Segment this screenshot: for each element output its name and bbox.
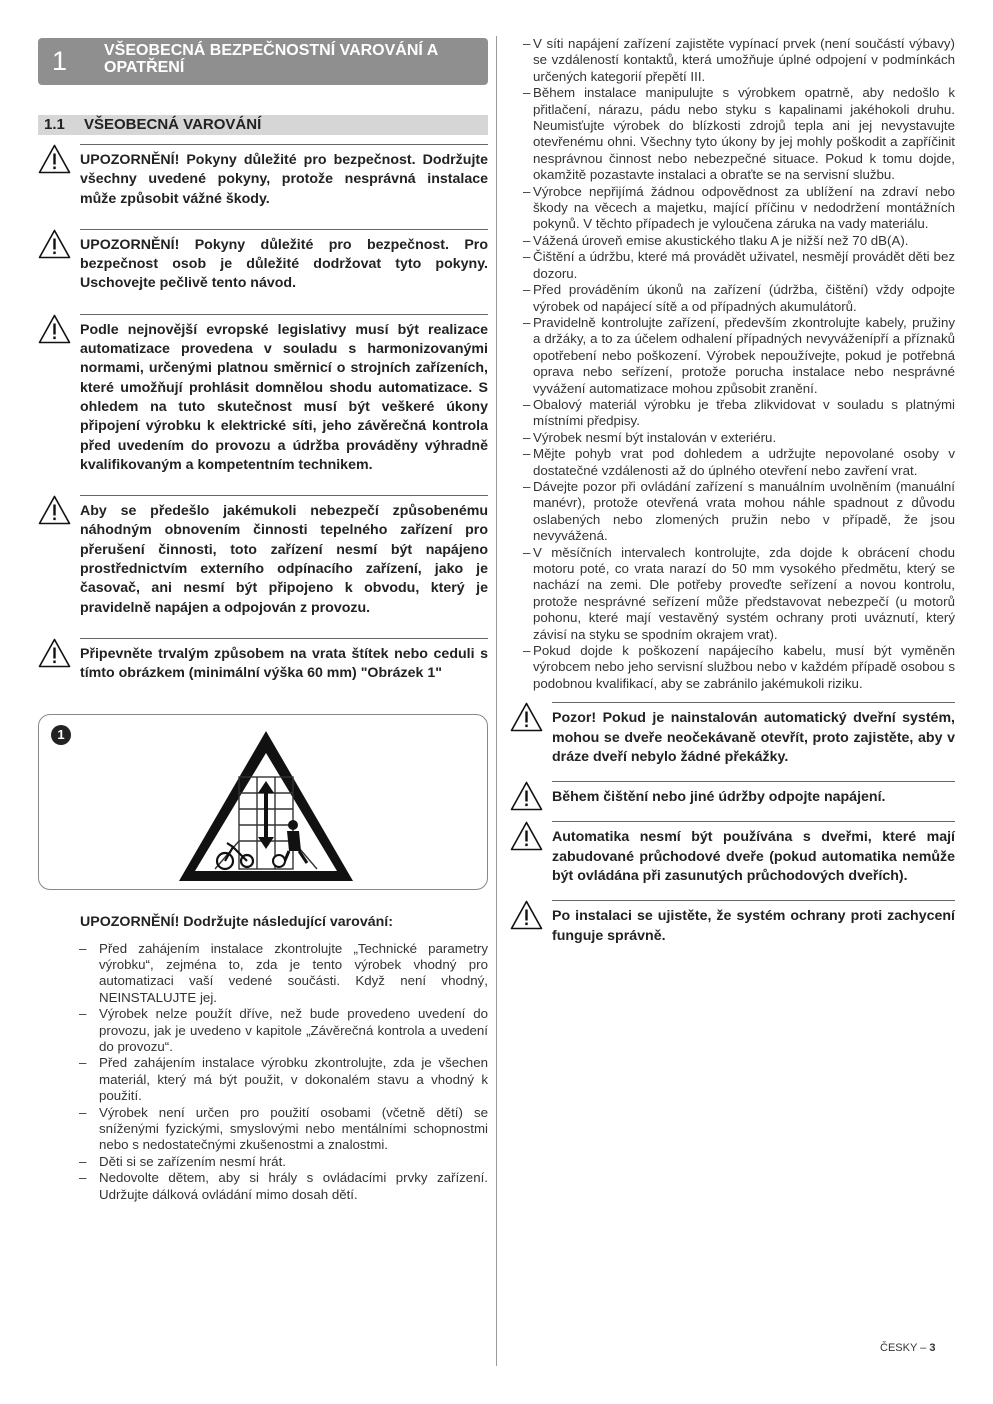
warning-block [38,638,488,684]
warning-text: Aby se předešlo jakémukoli nebezpečí způsobenému náhodným obnovením činnosti tepelného zařízení pro přerušení činnosti, toto zařízení nesmí být napájeno prostřednictvím externího odpínacího zařízení, jako je časovač, ani nesmí být připojeno k obvodu, který je pravidelně napájen a odpojován z provozu. [80,503,488,616]
list-item: – Čištění a údržbu, které má provádět uživatel, nesmějí provádět děti bez dozoru. [510,249,955,282]
warning-block [510,900,955,946]
column-divider [496,36,497,1366]
section-header [38,115,488,135]
warning-block [38,314,488,475]
right-column [510,36,955,946]
warning-rule [80,638,488,684]
list-item: – Výrobek nelze použít dříve, než bude provedeno uvedení do provozu, jak je uvedeno v kapitole „Závěrečná kontrola a uvedení do provozu“. [76,1006,488,1055]
warning-icon [38,638,71,668]
warning-rule [80,495,488,618]
warning-text: Během čištění nebo jiné údržby odpojte napájení. [552,789,886,806]
warning-rule [80,229,488,294]
warning-icon [38,314,71,344]
figure-number-badge: 1 [51,725,71,745]
section-title: VŠEOBECNÁ VAROVÁNÍ [84,116,262,133]
left-warning-list [76,941,488,1204]
warning-block [510,821,955,886]
chapter-header [38,38,488,85]
list-item: – Výrobce nepřijímá žádnou odpovědnost za ublížení na zdraví nebo škody na věcech a majetku, mající příčinu v nedodržení montážních pokynů. V těchto případech je vyloučena záruka na vady materiálu. [510,184,955,233]
warning-text: Připevněte trvalým způsobem na vrata štítek nebo ceduli s tímto obrázkem (minimální výška 60 mm) "Obrázek 1" [80,645,488,682]
figure-1 [38,714,488,890]
warning-text: UPOZORNĚNÍ! Pokyny důležité pro bezpečnost. Dodržujte všechny uvedené pokyny, protože nesprávná instalace může způsobit vážné škody. [80,152,488,207]
warning-text: Automatika nesmí být používána s dveřmi, které mají zabudované průchodové dveře (pokud automatika nemůže být ovládána při zasunutých průchodových dveřích). [552,829,955,885]
warning-icon [510,821,543,851]
list-item: – Před zahájením instalace zkontrolujte „Technické parametry výrobku“, zejména to, zda je tento výrobek vhodný pro automatizaci vaší vedené součásti. Když není vhodný, NEINSTALUJTE jej. [76,941,488,1007]
list-item: – Vážená úroveň emise akustického tlaku A je nižší než 70 dB(A). [510,233,955,249]
list-item: – Nedovolte dětem, aby si hrály s ovládacími prvky zařízení. Udržujte dálková ovládání mimo dosah dětí. [76,1170,488,1203]
list-item: – V síti napájení zařízení zajistěte vypínací prvek (není součástí výbavy) se vzdáleností kontaktů, která umožňuje úplné odpojení v podmínkách určených kategorií přepětí III. [510,36,955,85]
list-item: – Dávejte pozor při ovládání zařízení s manuálním uvolněním (manuální manévr), protože otevřená vrata mohou náhle spadnout z důvodu oslabených nebo zlomených pružin nebo v případě, že jsou nevyvážená. [510,479,955,545]
list-item: – Pravidelně kontrolujte zařízení, především zkontrolujte kabely, pružiny a držáky, a to za účelem odhalení případných nevyváženípří a příznaků opotřebení nebo poškození. Výrobek nepoužívejte, pokud je potřebná oprava nebo seřízení, protože porucha instalace nebo nesprávné vyvážení automatizace mohou způsobit zranění. [510,315,955,397]
warning-rule [552,702,955,767]
warning-icon [38,229,71,259]
list-item: – Mějte pohyb vrat pod dohledem a udržujte nepovolané osoby v dostatečné vzdálenosti až do úplného otevření nebo zavření vrat. [510,446,955,479]
warning-rule [552,900,955,946]
warning-text: UPOZORNĚNÍ! Pokyny důležité pro bezpečnost. Pro bezpečnost osob je důležité dodržovat tyto pokyny. Uschovejte pečlivě tento návod. [80,236,488,292]
chapter-number: 1 [52,46,68,76]
list-item: – Výrobek není určen pro použití osobami (včetně dětí) se sníženými fyzickými, smyslovými nebo mentálními schopnostmi nebo s nedostatečnými zkušenostmi a znalostmi. [76,1105,488,1154]
list-item: – Výrobek nesmí být instalován v exteriéru. [510,430,955,446]
warning-icon [510,900,543,930]
warning-block [38,229,488,294]
warning-icon [38,495,71,525]
left-column [38,38,488,1203]
list-item: – V měsíčních intervalech kontrolujte, zda dojde k obrácení chodu motoru poté, co vrata narazí do 50 mm vysokého předmětu, který se nachází na zemi. Dle potřeby proveďte seřízení a novou kontrolu, protože nesprávné seřízení může představovat nebezpečí (u motorů pohonu, které mají vestavěný systém ochrany proti uváznutí, který závisí na styku se spodním okrajem vrat). [510,545,955,643]
warning-block [510,781,955,807]
right-warning-list [510,36,955,692]
section-number: 1.1 [44,116,65,133]
child-hazard-sign-image [175,727,357,885]
page-number: 3 [929,1342,936,1354]
page-footer [880,1342,935,1354]
chapter-title: VŠEOBECNÁ BEZPEČNOSTNÍ VAROVÁNÍ A OPATŘENÍ [104,42,438,76]
warning-block [38,144,488,209]
list-item: – Během instalace manipulujte s výrobkem opatrně, aby nedošlo k přitlačení, nárazu, pádu nebo styku s kapalinami jakéhokoli druhu. Neumisťujte výrobek do blízkosti zdrojů tepla ani jej nevystavujte otevřenému ohni. Všechny tyto úkony by jej mohly poškodit a zapříčinit nesprávnou činnost nebo nebezpečné situace. Pokud k tomu dojde, okamžitě pozastavte instalaci a obraťte se na servisní službu. [510,85,955,183]
list-item: – Obalový materiál výrobku je třeba zlikvidovat v souladu s platnými místními předpisy. [510,397,955,430]
warning-rule [80,144,488,209]
warning-text: Pozor! Pokud je nainstalován automatický dveřní systém, mohou se dveře neočekávaně otevřít, proto zajistěte, aby v dráze dveří nebylo žádné překážky. [552,710,955,765]
list-item: – Před zahájením instalace výrobku zkontrolujte, zda je všechen materiál, který má být použit, v dokonalém stavu a vhodný k použití. [76,1055,488,1104]
warning-block [38,495,488,618]
warning-icon [38,144,71,174]
warning-icon [510,702,543,732]
list-item: – Pokud dojde k poškození napájecího kabelu, musí být vyměněn výrobcem nebo jeho servisní službou nebo v každém případě osobou s podobnou kvalifikací, aby se zabránilo jakémukoli riziku. [510,643,955,692]
warning-rule [80,314,488,475]
warning-text: Podle nejnovější evropské legislativy musí být realizace automatizace provedena v souladu s harmonizovanými normami, určenými platnou směrnicí o strojních zařízeních, které umožňují prohlásit domnělou shodu automatizace. S ohledem na tuto skutečnost musí být veškeré úkony připojení výrobku k elektrické síti, jeho závěrečná kontrola před uvedením do provozu a údržba prováděny výhradně kvalifikovaným a kompetentním technikem. [80,321,488,473]
warning-text: Po instalaci se ujistěte, že systém ochrany proti zachycení funguje správně. [552,908,955,944]
warning-block [510,702,955,767]
footer-language: ČESKY – [880,1342,930,1354]
warning-icon [510,781,543,811]
warning-rule [552,821,955,886]
list-item: – Před prováděním úkonů na zařízení (údržba, čištění) vždy odpojte výrobek od napájecí sítě a od případných akumulátorů. [510,282,955,315]
warning-rule [552,781,955,807]
list-item: – Děti si se zařízením nesmí hrát. [76,1154,488,1170]
subheading: UPOZORNĚNÍ! Dodržujte následující varování: [80,913,393,930]
